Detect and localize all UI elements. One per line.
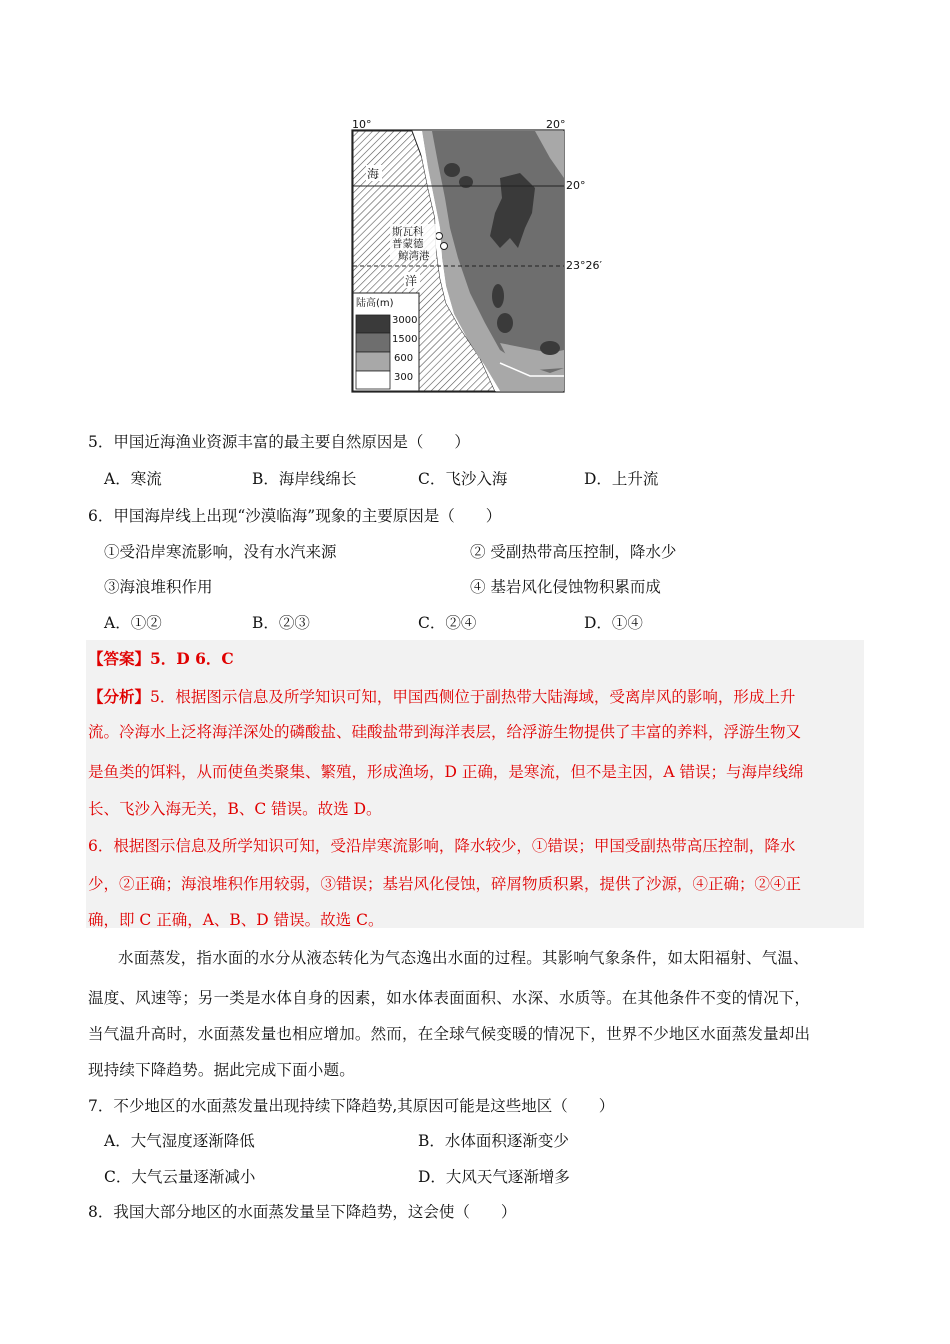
analysis-label: 【分析】 (88, 687, 151, 706)
passage-line-4: 现持续下降趋势。据此完成下面小题。 (88, 1061, 355, 1079)
land-3000-d (497, 313, 513, 333)
q7-option-d: D．大风天气逐渐增多 (418, 1168, 570, 1186)
analysis-5-text-3: 是鱼类的饵料，从而使鱼类聚集、繁殖，形成渔场，D 正确，是寒流，但不是主因，A 错误；与海岸线绵 (88, 763, 804, 781)
passage-line-1: 水面蒸发，指水面的水分从液态转化为气态逸出水面的过程。其影响气象条件，如太阳福射、气温、 (118, 949, 809, 967)
analysis-line-5-1 (88, 685, 795, 707)
legend-title: 陆高(m) (356, 298, 394, 309)
q6-option-c: C．②④ (418, 614, 477, 632)
q6-option-b: B．②③ (252, 614, 310, 632)
analysis-6-text-1: 6．根据图示信息及所学知识可知，受沿岸寒流影响，降水较少，①错误；甲国受副热带高压控制，降水 (88, 837, 796, 855)
q5-stem: 5．甲国近海渔业资源丰富的最主要自然原因是（ ） (88, 433, 470, 451)
analysis-5-text-2: 流。冷海水上泛将海洋深处的磷酸盐、硅酸盐带到海洋表层，给浮游生物提供了丰富的养料，浮游生物又 (88, 723, 802, 741)
sea-label-1: 海 (367, 167, 380, 181)
lat-label-20: 20° (566, 179, 586, 192)
q8-stem: 8．我国大部分地区的水面蒸发量呈下降趋势，这会使（ ） (88, 1203, 517, 1221)
q5-option-a: A．寒流 (104, 470, 162, 488)
legend-level-3000: 3000 (392, 315, 418, 326)
q6-option-a: A．①② (104, 614, 162, 632)
q7-stem: 7．不少地区的水面蒸发量出现持续下降趋势,其原因可能是这些地区（ ） (88, 1097, 615, 1115)
land-3000-e (540, 341, 560, 355)
q5-option-c: C．飞沙入海 (418, 470, 508, 488)
q7-option-c: C．大气云量逐渐减小 (104, 1168, 256, 1186)
land-3000-c (492, 284, 504, 308)
legend-swatch-600 (356, 352, 390, 371)
analysis-6-text-2: 少，②正确；海浪堆积作用较弱，③错误；基岩风化侵蚀，碎屑物质积累，提供了沙源，④正确；②④正 (88, 875, 802, 893)
q7-option-a: A．大气湿度逐渐降低 (104, 1132, 255, 1150)
legend-level-300: 300 (394, 372, 414, 383)
passage-line-3: 当气温升高时，水面蒸发量也相应增加。然而，在全球气候变暖的情况下，世界不少地区水面蒸发量却出 (88, 1025, 811, 1043)
place-label-3: 鲸湾港 (398, 250, 430, 262)
legend-level-600: 600 (394, 353, 414, 364)
q6-statement-3: ③海浪堆积作用 (104, 578, 213, 596)
q6-statement-1: ①受沿岸寒流影响，没有水汽来源 (104, 543, 337, 561)
lat-label-tropic: 23°26′ (566, 259, 602, 272)
place-label-1: 斯瓦科 (392, 226, 424, 238)
analysis-6-text-3: 确，即 C 正确，A、B、D 错误。故选 C。 (88, 911, 384, 929)
q6-stem: 6．甲国海岸线上出现“沙漠临海”现象的主要原因是（ ） (88, 507, 502, 525)
q6-statement-2: ② 受副热带高压控制，降水少 (470, 543, 677, 561)
q6-option-d: D．①④ (584, 614, 643, 632)
analysis-5-text-4: 长、飞沙入海无关，B、C 错误。故选 D。 (88, 800, 382, 818)
sea-label-2: 洋 (405, 274, 418, 288)
legend-swatch-3000 (356, 315, 390, 333)
passage-line-2: 温度、风速等；另一类是水体自身的因素，如水体表面面积、水深、水质等。在其他条件不变的情况下， (88, 989, 811, 1007)
legend-level-1500: 1500 (392, 334, 418, 345)
q6-statement-4: ④ 基岩风化侵蚀物积累而成 (470, 578, 661, 596)
answer-text: 5．D 6．C (150, 649, 234, 668)
answer-label: 【答案】 (88, 649, 151, 668)
legend-swatch-300 (356, 371, 390, 389)
map-svg (350, 118, 602, 394)
place-label-2: 普蒙德 (392, 238, 424, 250)
q7-option-b: B．水体面积逐渐变少 (418, 1132, 569, 1150)
q5-option-d: D．上升流 (584, 470, 659, 488)
lon-label-left: 10° (352, 118, 372, 131)
legend-swatch-1500 (356, 333, 390, 352)
land-3000-a (444, 163, 460, 177)
town-marker-1 (436, 233, 443, 240)
q5-option-b: B．海岸线绵长 (252, 470, 357, 488)
analysis-5-text-1: 5．根据图示信息及所学知识可知，甲国西侧位于副热带大陆海域，受离岸风的影响，形成上升 (150, 688, 796, 706)
answer-line (88, 647, 234, 669)
map-figure (350, 118, 602, 394)
lon-label-right: 20° (546, 118, 566, 131)
map-legend (353, 293, 419, 391)
town-marker-2 (441, 243, 448, 250)
